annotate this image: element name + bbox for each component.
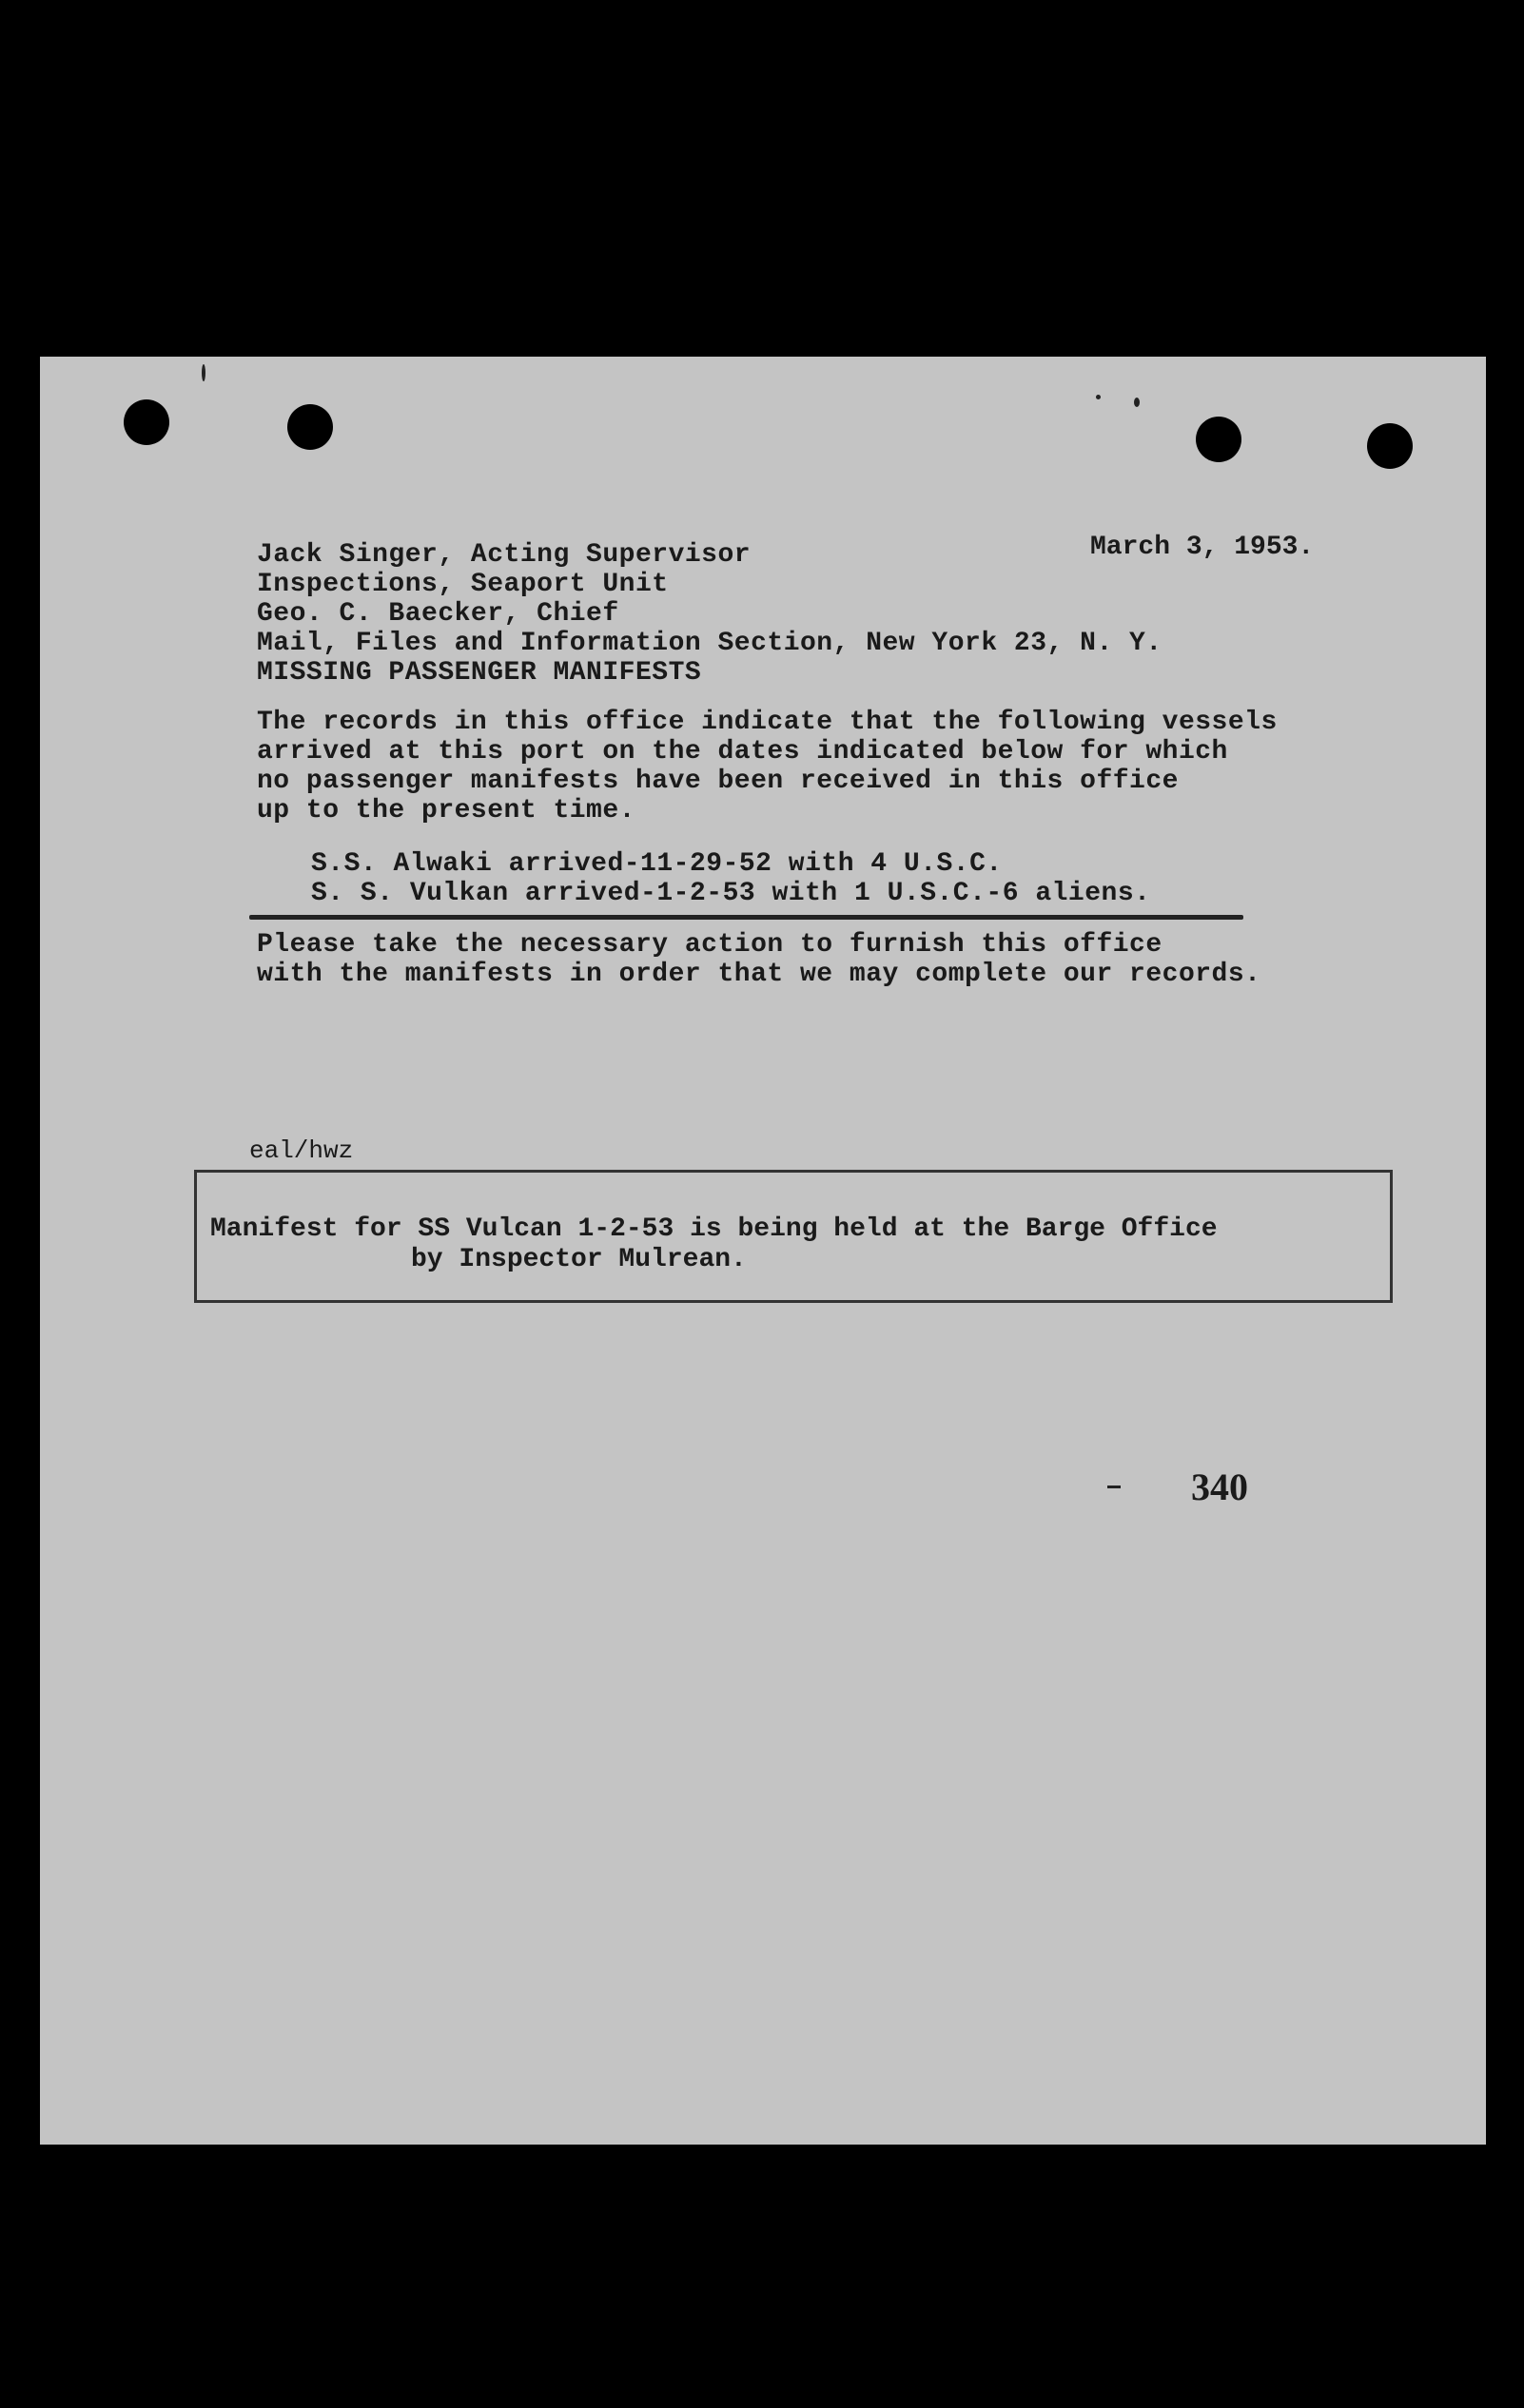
body-paragraph-line: The records in this office indicate that the following vessels <box>257 708 1278 737</box>
paper-mark <box>1096 395 1101 399</box>
addressee-line: Jack Singer, Acting Supervisor <box>257 540 752 570</box>
subject-line: MISSING PASSENGER MANIFESTS <box>257 658 702 688</box>
annotation-line: by Inspector Mulrean. <box>411 1245 747 1274</box>
punch-hole <box>124 399 169 445</box>
annotation-line: Manifest for SS Vulcan 1-2-53 is being held at the Barge Office <box>210 1214 1218 1244</box>
punch-hole <box>1196 417 1241 462</box>
body-paragraph-line: arrived at this port on the dates indicated below for which <box>257 737 1228 767</box>
vessel-entry: S. S. Vulkan arrived-1-2-53 with 1 U.S.C.-6 aliens. <box>311 879 1151 908</box>
punch-hole <box>287 404 333 450</box>
vessel-entry: S.S. Alwaki arrived-11-29-52 with 4 U.S.C. <box>311 849 1003 879</box>
punch-hole <box>1367 423 1413 469</box>
annotation-box <box>194 1170 1393 1303</box>
sender-line: Geo. C. Baecker, Chief <box>257 599 619 629</box>
body-paragraph-line: up to the present time. <box>257 796 635 825</box>
page-number-dash <box>1107 1486 1121 1488</box>
body-paragraph-line: Please take the necessary action to furnish this office <box>257 930 1163 960</box>
page-number: 340 <box>1191 1466 1248 1508</box>
document-page <box>40 357 1486 2145</box>
paper-mark <box>1134 398 1140 407</box>
body-paragraph-line: with the manifests in order that we may complete our records. <box>257 960 1261 989</box>
sender-unit: Mail, Files and Information Section, New York 23, N. Y. <box>257 629 1163 658</box>
letter-date: March 3, 1953. <box>1090 533 1315 562</box>
body-paragraph-line: no passenger manifests have been received in this office <box>257 767 1179 796</box>
addressee-unit: Inspections, Seaport Unit <box>257 570 669 599</box>
paper-mark <box>202 364 205 381</box>
handwritten-underline <box>249 915 1243 920</box>
reference-initials: eal/hwz <box>249 1136 354 1165</box>
